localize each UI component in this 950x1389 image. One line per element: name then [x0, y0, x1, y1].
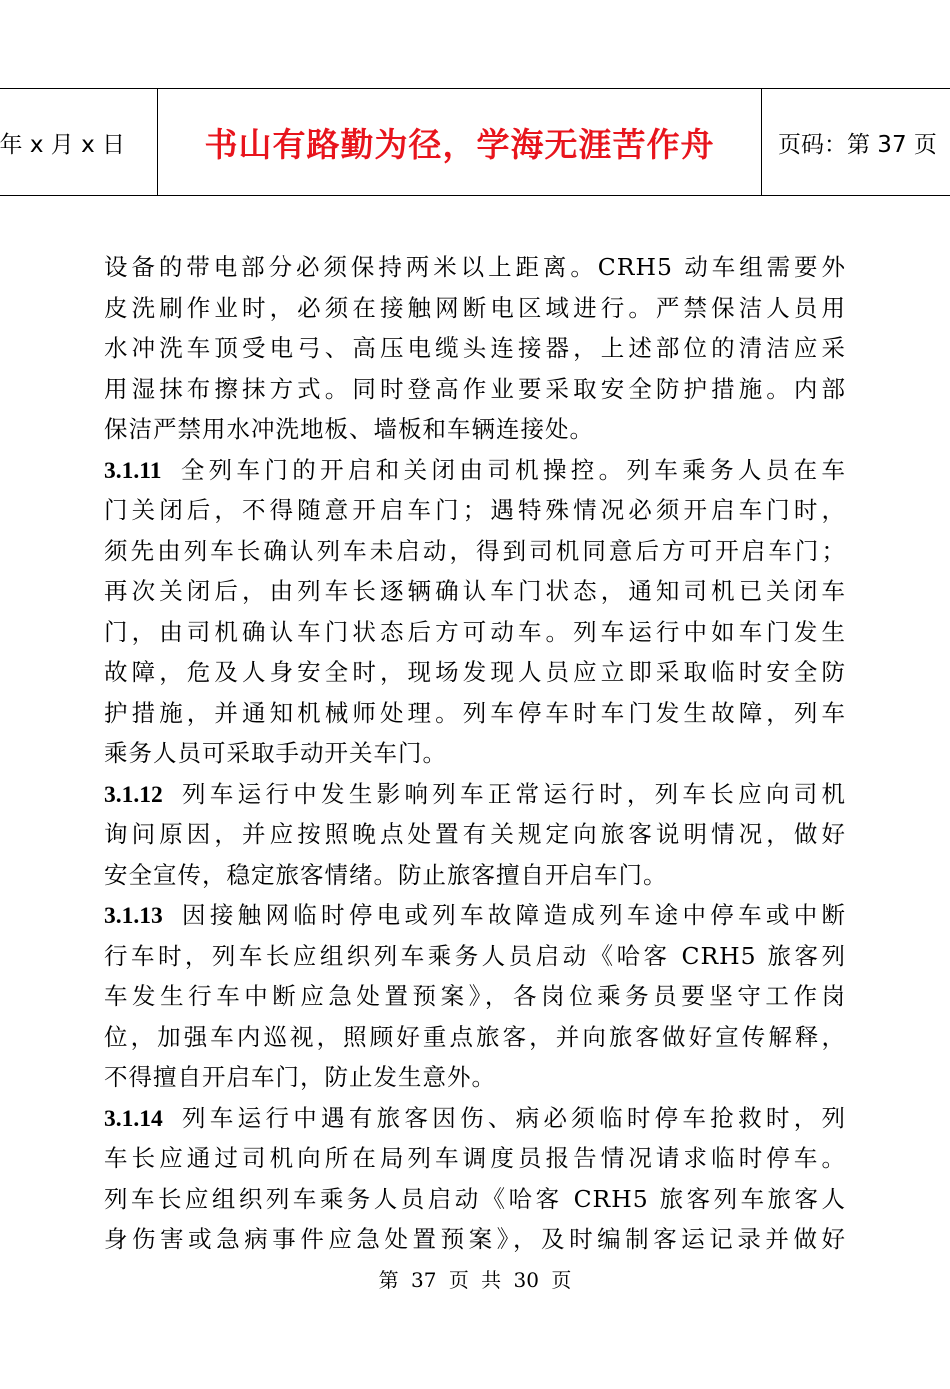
text-line: 列车运行中遇有旅客因伤、病必须临时停车抢救时，列 [178, 1103, 846, 1132]
text-line: 安全宣传，稳定旅客情绪。防止旅客擅自开启车门。 [104, 860, 668, 889]
header-date: 年 x 月 x 日 [0, 89, 158, 195]
section-number: 3.1.11 [104, 457, 162, 484]
text-line: 列车长应组织列车乘务人员启动《哈客 CRH5 旅客列车旅客人 [104, 1184, 846, 1213]
text-line: 身伤害或急病事件应急处置预案》，及时编制客运记录并做好 [104, 1225, 846, 1253]
header-page-number: 页码：第 37 页 [778, 131, 937, 158]
section-number: 3.1.14 [104, 1105, 163, 1132]
section-number: 3.1.12 [104, 781, 163, 808]
text-line: 询问原因，并应按照晚点处置有关规定向旅客说明情况，做好 [104, 820, 846, 848]
text-line: 设备的带电部分必须保持两米以上距离。CRH5 动车组需要外 [104, 253, 846, 281]
section-3-1-13 [104, 895, 846, 1098]
text-line: 车长应通过司机向所在局列车调度员报告情况请求临时停车。 [104, 1144, 846, 1172]
text-line: 门，由司机确认车门状态后方可动车。列车运行中如车门发生 [104, 617, 846, 646]
text-line: 皮洗刷作业时，必须在接触网断电区域进行。严禁保洁人员用 [104, 293, 846, 322]
text-line: 不得擅自开启车门，防止发生意外。 [104, 1063, 496, 1091]
text-line: 再次关闭后，由列车长逐辆确认车门状态，通知司机已关闭车 [104, 577, 846, 605]
paragraph-continuation [104, 247, 846, 450]
text-line: 故障，危及人身安全时，现场发现人员应立即采取临时安全防 [104, 658, 846, 686]
page-footer: 第 37 页 共 30 页 [378, 1268, 572, 1292]
text-line: 列车运行中发生影响列车正常运行时，列车长应向司机 [178, 779, 846, 808]
text-line: 护措施，并通知机械师处理。列车停车时车门发生故障，列车 [104, 698, 846, 727]
section-3-1-11 [104, 450, 846, 774]
text-line: 因接触网临时停电或列车故障造成列车途中停车或中断 [178, 901, 846, 929]
text-line: 乘务人员可采取手动开关车门。 [104, 739, 447, 767]
document-body [104, 247, 846, 1260]
header-table [0, 88, 950, 196]
text-line: 保洁严禁用水冲洗地板、墙板和车辆连接处。 [104, 415, 594, 443]
section-number: 3.1.13 [104, 903, 163, 929]
text-line: 全列车门的开启和关闭由司机操控。列车乘务人员在车 [177, 455, 846, 484]
text-line: 用湿抹布擦抹方式。同时登高作业要采取安全防护措施。内部 [104, 374, 846, 403]
text-line: 位，加强车内巡视，照顾好重点旅客，并向旅客做好宣传解释， [104, 1022, 846, 1051]
header-motto: 书山有路勤为径，学海无涯苦作舟 [158, 89, 762, 195]
text-line: 须先由列车长确认列车未启动，得到司机同意后方可开启车门； [104, 536, 846, 565]
text-line: 门关闭后，不得随意开启车门；遇特殊情况必须开启车门时， [104, 496, 846, 524]
text-line: 水冲洗车顶受电弓、高压电缆头连接器，上述部位的清洁应采 [104, 334, 846, 362]
section-3-1-14 [104, 1098, 846, 1260]
section-3-1-12 [104, 774, 846, 896]
text-line: 行车时，列车长应组织列车乘务人员启动《哈客 CRH5 旅客列 [104, 941, 846, 970]
text-line: 车发生行车中断应急处置预案》，各岗位乘务员要坚守工作岗 [104, 982, 846, 1010]
